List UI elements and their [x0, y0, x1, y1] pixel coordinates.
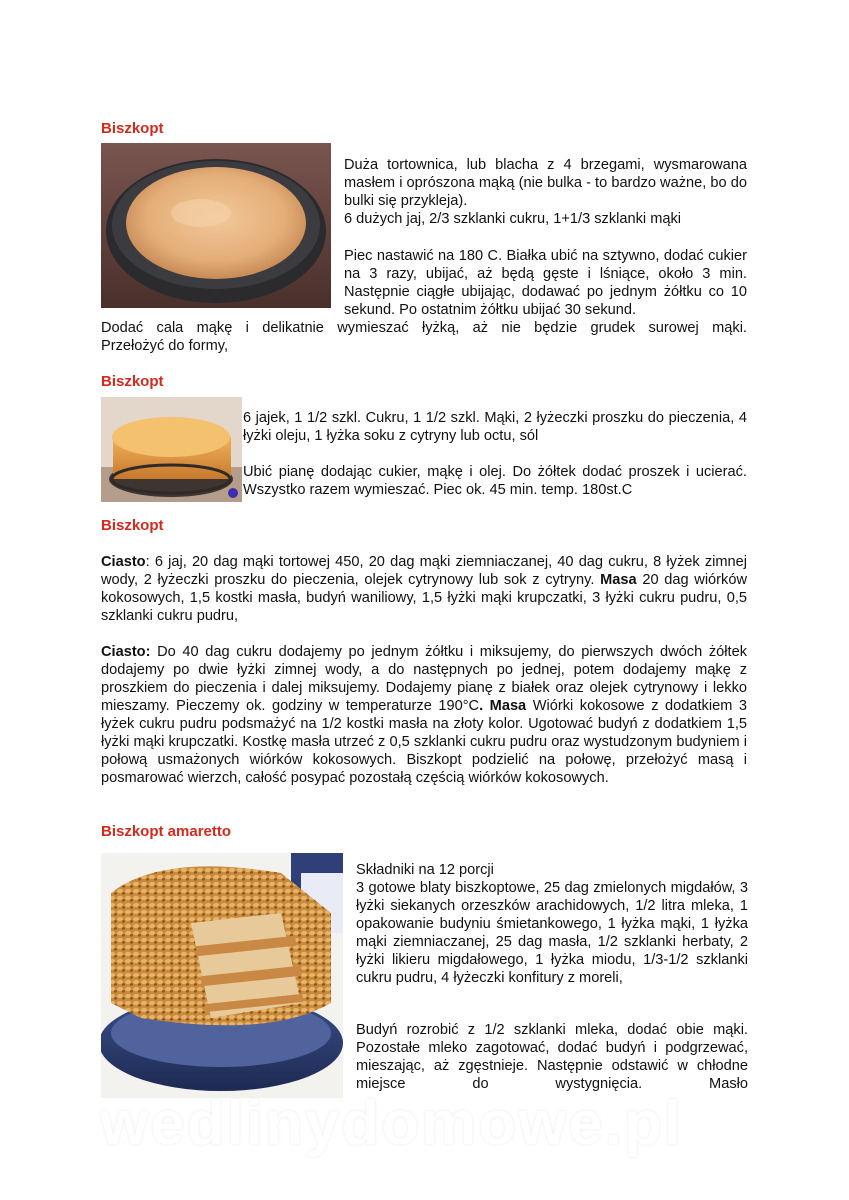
recipe-1-method: Piec nastawić na 180 C. Białka ubić na sztywno, dodać cukier na 3 razy, ubijać, aż będą gęste i lśniące, około 3 min. Następnie ciągłe ubijając, dodawać po jednym żółtku co 10 sekund. Po ostatnim żółtku ubijać 30 sekund. — [344, 248, 747, 318]
recipe-3-title: Biszkopt — [101, 517, 164, 534]
ciasto2-text: Do 40 dag cukru dodajemy po jednym żółtku i miksujemy, do pierwszych dwóch żółtek dodajemy po dwie łyżki zimnej wody, a do następnych po jednej, potem dodajemy mąkę z proszkiem do pieczenia i dalej miksujemy. Dodajemy pianę z białek oraz olejek cytrynowy i lekko mieszamy. Pieczemy ok. godziny w temperaturze 190°C — [101, 644, 747, 714]
recipe-1-intro: Duża tortownica, lub blacha z 4 brzegami, wysmarowana masłem i oprószona mąką (nie bulka - to bardzo ważne, bo do bulki się przykleja). — [344, 157, 747, 209]
ciasto2-dot: . — [479, 698, 484, 714]
recipe-4-method: Budyń rozrobić z 1/2 szklanki mleka, dodać obie mąki. Pozostałe mleko zagotować, dodać budyń i podgrzewać, mieszając, aż zgęstnieje. Następnie odstawić w chłodne miejsce do wystygnięcia. Masło — [356, 1022, 748, 1092]
recipe-4-title: Biszkopt amaretto — [101, 823, 232, 840]
sponge-cake-photo-1 — [101, 143, 331, 308]
recipe-3-method — [101, 643, 747, 787]
recipe-4-ingredients: 3 gotowe blaty biszkoptowe, 25 dag zmielonych migdałów, 3 łyżki siekanych orzeszków arachidowych, 1/2 litra mleka, 1 opakowanie budyniu śmietankowego, 1 łyżka mąki, 1 łyżka mąki ziemniaczanej, 25 dag masła, 1/2 szklanki herbaty, 2 łyżki likieru migdałowego, 1 łyżka miodu, 1/3-1/2 szklanki cukru pudru, 4 łyżeczki konfitury z moreli, — [356, 880, 748, 986]
masa2-label: Masa — [489, 698, 527, 714]
recipe-2-title: Biszkopt — [101, 373, 164, 390]
recipe-2-method: Ubić pianę dodając cukier, mąkę i olej. Do żółtek dodać proszek i ucierać. Wszystko razem wymieszać. Piec ok. 45 min. temp. 180st.C — [243, 464, 747, 498]
ciasto-text: : 6 jaj, 20 dag mąki tortowej 450, 20 dag mąki ziemniaczanej, 40 dag cukru, 8 łyżek zimnej wody, 2 łyżeczki proszku do pieczenia, olejek cytrynowy lub sok z cytryny. — [101, 554, 747, 588]
recipe-1-method-end: Przełożyć do formy, — [101, 338, 229, 354]
recipe-1-title: Biszkopt — [101, 120, 164, 137]
recipe-4-portions: Składniki na 12 porcji — [356, 862, 494, 878]
masa-label: Masa — [600, 572, 637, 588]
recipe-1-ingredients: 6 dużych jaj, 2/3 szklanki cukru, 1+1/3 szklanki mąki — [344, 211, 682, 227]
ciasto2-label: Ciasto: — [101, 644, 151, 660]
masa2-text: Wiórki kokosowe z dodatkiem 3 łyżek cukru pudru podsmażyć na 1/2 kostki masła na złoty kolor. Ugotować budyń z dodatkiem 1,5 łyżki mąki krupczatki. Kostkę masła utrzeć z 0,5 szklanki cukru pudru oraz wystudzonym budyniem i połową usmażonych wiórków kokosowych. Biszkopt podzielić na połowę, przełożyć masą i posmarować wierzch, całość posypać pozostałą częścią wiórków kokosowych. — [101, 698, 747, 786]
masa-text: 20 dag wiórków kokosowych, 1,5 kostki masła, budyń waniliowy, 1,5 łyżki mąki krupczatki, 3 łyżki cukru pudru, 0,5 szklanki cukru pudru, — [101, 572, 747, 624]
recipe-2-ingredients: 6 jajek, 1 1/2 szkl. Cukru, 1 1/2 szkl. Mąki, 2 łyżeczki proszku do pieczenia, 4 łyżki oleju, 1 łyżka soku z cytryny lub octu, sól — [243, 410, 747, 444]
recipe-3-ingredients — [101, 553, 747, 625]
recipe-1-method-wide: Dodać cala mąkę i delikatnie wymieszać łyżką, aż nie będzie grudek surowej mąki. — [101, 320, 747, 336]
watermark: wedlinydomowe.pl — [100, 1089, 684, 1158]
ciasto-label: Ciasto — [101, 554, 146, 570]
sponge-cake-photo-2 — [101, 397, 242, 502]
amaretto-cake-photo — [101, 853, 343, 1098]
